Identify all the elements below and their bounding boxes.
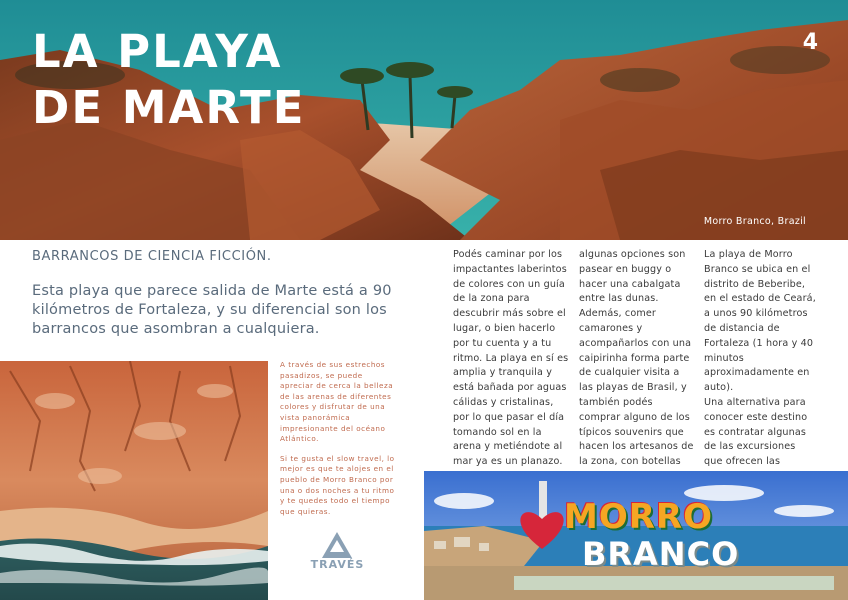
hero-image <box>0 0 848 240</box>
title-line-2: DE MARTE <box>32 81 306 134</box>
column-2-paragraph-1: algunas opciones son pasear en buggy o hacer una cabalgata entre las dunas. <box>579 249 686 305</box>
text-column-2 <box>579 248 695 500</box>
section-subtitle: BARRANCOS DE CIENCIA FICCIÓN. <box>32 249 272 264</box>
column-3-paragraph-2: Una alternativa para conocer este destino es contratar algunas de las excursiones que ofrecen las <box>704 396 808 468</box>
column-3-paragraph-1: La playa de Morro Branco se ubica en el distrito de Beberibe, en el estado de Ceará, a unos 90 kilómetros de distancia de Fortaleza (1 hora y 40 minutos aproximadamente en auto). <box>704 249 816 394</box>
column-2-paragraph-2: Además, comer camarones y acompañarlos con una caipirinha forma parte de cualquier visita a las playas de Brasil, y también podés comprar alguno de los típicos souvenirs que hacen los artesanos de la zona, con botellas <box>579 308 694 468</box>
side-paragraph-1: A través de sus estrechos pasadizos, se puede apreciar de cerca la belleza de las arenas de diferentes colores y disfrutar de una vista panorámica impresionante del océano Atlántico. <box>280 360 394 444</box>
text-column-1 <box>453 248 571 500</box>
photo-caption: Morro Branco, Brazil <box>703 216 806 227</box>
page-number: 4 <box>802 30 818 55</box>
logo-text: TRAVÉS <box>310 558 365 571</box>
page-title <box>32 24 305 136</box>
mountain-icon <box>300 530 375 560</box>
side-paragraph-2: Si te gusta el slow travel, lo mejor es que te alojes en el pueblo de Morro Branco por una o dos noches a tu ritmo y te quedes todo el tiempo que quieras. <box>280 453 395 516</box>
column-1-paragraph: Podés caminar por los impactantes laberintos de colores con un guía de la zona para descubrir más sobre el lugar, o bien hacerlo por tu cuenta y a tu ritmo. La playa en sí es amplia y tranquila y está bañada por aguas cálidas y cristalinas, por lo que pasar el día tomando sol en la arena y metiéndote al mar ya es un planazo. <box>453 249 569 468</box>
sign-word-morro: MORRO <box>564 497 714 537</box>
morro-branco-sign-photo <box>424 471 848 600</box>
traves-logo <box>300 530 375 575</box>
text-column-3 <box>704 248 816 485</box>
side-notes <box>280 360 395 526</box>
aerial-beach-photo <box>0 361 268 600</box>
title-line-1: LA PLAYA <box>32 25 283 78</box>
lead-paragraph: Esta playa que parece salida de Marte está a 90 kilómetros de Fortaleza, y su diferencial son los barrancos que asombran a cualquiera. <box>32 283 392 337</box>
sign-word-branco: BRANCO <box>582 535 740 573</box>
